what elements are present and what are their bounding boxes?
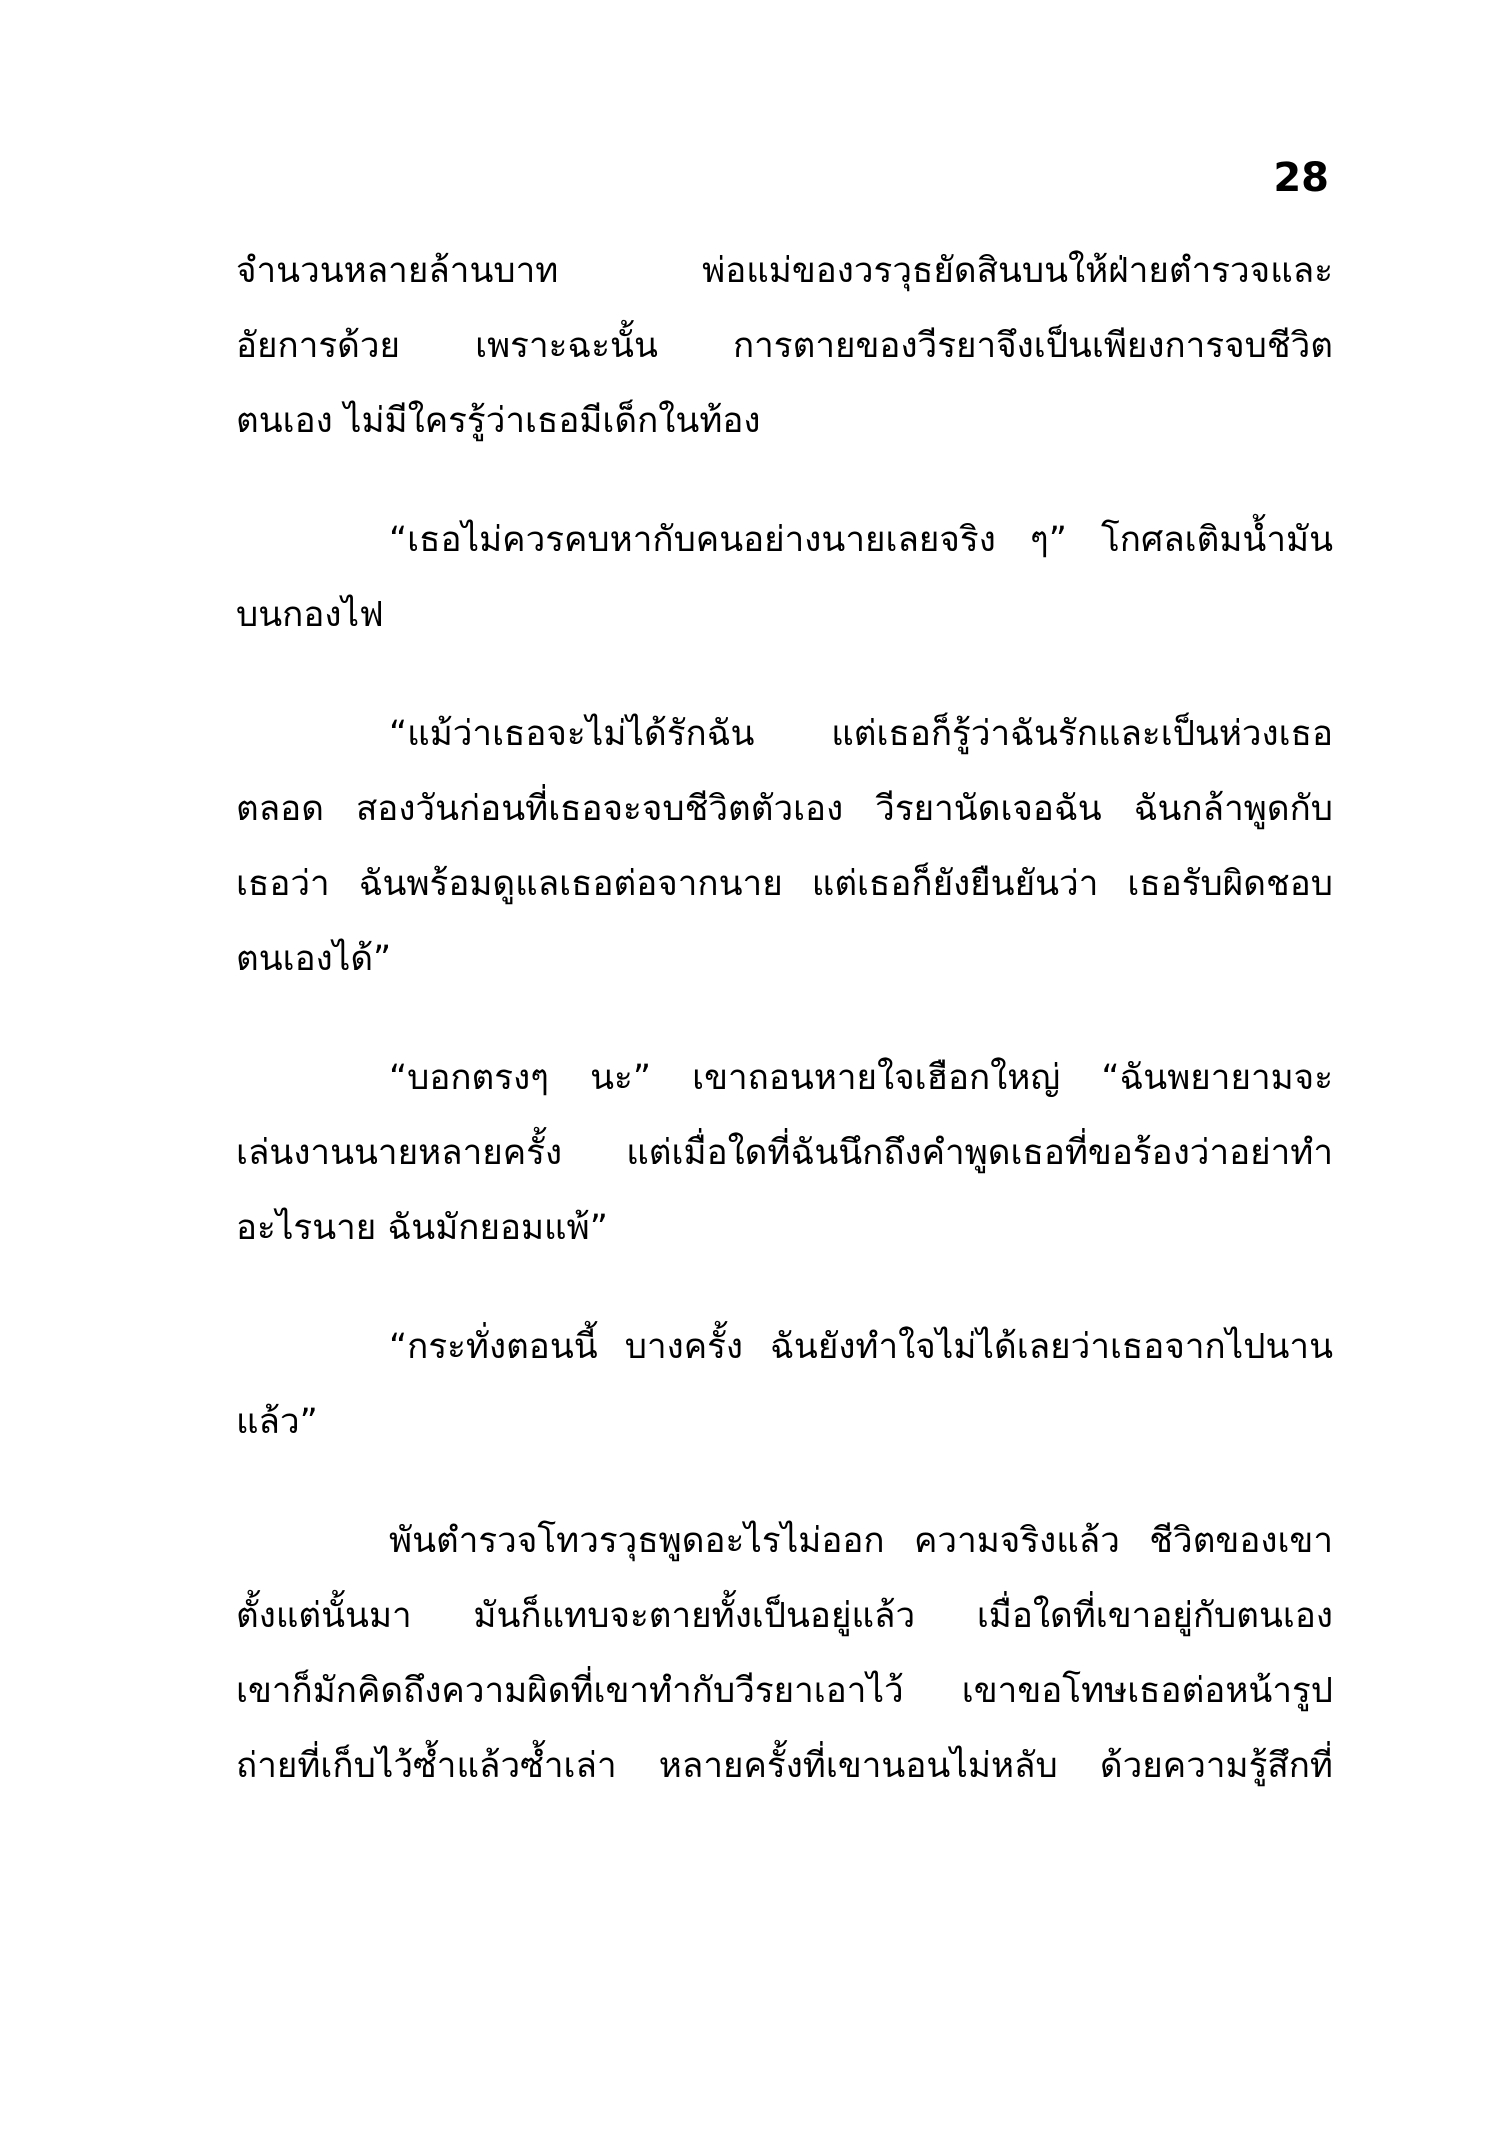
text-line: “กระทั่งตอนนี้ บางครั้ง ฉันยังทำใจไม่ได้เลยว่าเธอจากไปนาน — [389, 1327, 1333, 1367]
text-line: “บอกตรงๆ นะ” เขาถอนหายใจเฮือกใหญ่ “ฉันพยายามจะ — [389, 1058, 1333, 1098]
text-line: จำนวนหลายล้านบาท พ่อแม่ของวรวุธยัดสินบนให้ฝ่ายตำรวจและ — [236, 251, 1333, 291]
paragraph — [236, 1041, 1333, 1266]
page-number: 28 — [1273, 155, 1329, 201]
text-line: ตั้งแต่นั้นมา มันก็แทบจะตายทั้งเป็นอยู่แล้ว เมื่อใดที่เขาอยู่กับตนเอง — [236, 1596, 1333, 1636]
text-line: ตลอด สองวันก่อนที่เธอจะจบชีวิตตัวเอง วีรยานัดเจอฉัน ฉันกล้าพูดกับ — [236, 789, 1333, 829]
paragraph — [236, 697, 1333, 997]
text-line: “เธอไม่ควรคบหากับคนอย่างนายเลยจริง ๆ” โกศลเติมน้ำมัน — [389, 520, 1333, 560]
text-line: ตนเอง ไม่มีใครรู้ว่าเธอมีเด็กในท้อง — [236, 401, 761, 441]
text-line: พันตำรวจโทวรวุธพูดอะไรไม่ออก ความจริงแล้ว ชีวิตของเขา — [389, 1521, 1333, 1561]
text-line: เล่นงานนายหลายครั้ง แต่เมื่อใดที่ฉันนึกถึงคำพูดเธอที่ขอร้องว่าอย่าทำ — [236, 1133, 1333, 1173]
text-line: อะไรนาย ฉันมักยอมแพ้” — [236, 1208, 608, 1248]
text-line: ถ่ายที่เก็บไว้ซ้ำแล้วซ้ำเล่า หลายครั้งที่เขานอนไม่หลับ ด้วยความรู้สึกที่ — [236, 1746, 1333, 1786]
paragraph — [236, 1310, 1333, 1460]
paragraph — [236, 503, 1333, 653]
text-line: แล้ว” — [236, 1402, 318, 1442]
text-line: เขาก็มักคิดถึงความผิดที่เขาทำกับวีรยาเอาไว้ เขาขอโทษเธอต่อหน้ารูป — [236, 1671, 1333, 1711]
text-line: บนกองไฟ — [236, 595, 384, 635]
text-line: ตนเองได้” — [236, 939, 392, 979]
text-line: อัยการด้วย เพราะฉะนั้น การตายของวีรยาจึงเป็นเพียงการจบชีวิต — [236, 326, 1333, 366]
text-line: เธอว่า ฉันพร้อมดูแลเธอต่อจากนาย แต่เธอก็ยังยืนยันว่า เธอรับผิดชอบ — [236, 864, 1333, 904]
paragraph — [236, 1504, 1333, 1804]
paragraph — [236, 234, 1333, 459]
body-text — [236, 234, 1333, 1848]
text-line: “แม้ว่าเธอจะไม่ได้รักฉัน แต่เธอก็รู้ว่าฉันรักและเป็นห่วงเธอ — [389, 714, 1333, 754]
